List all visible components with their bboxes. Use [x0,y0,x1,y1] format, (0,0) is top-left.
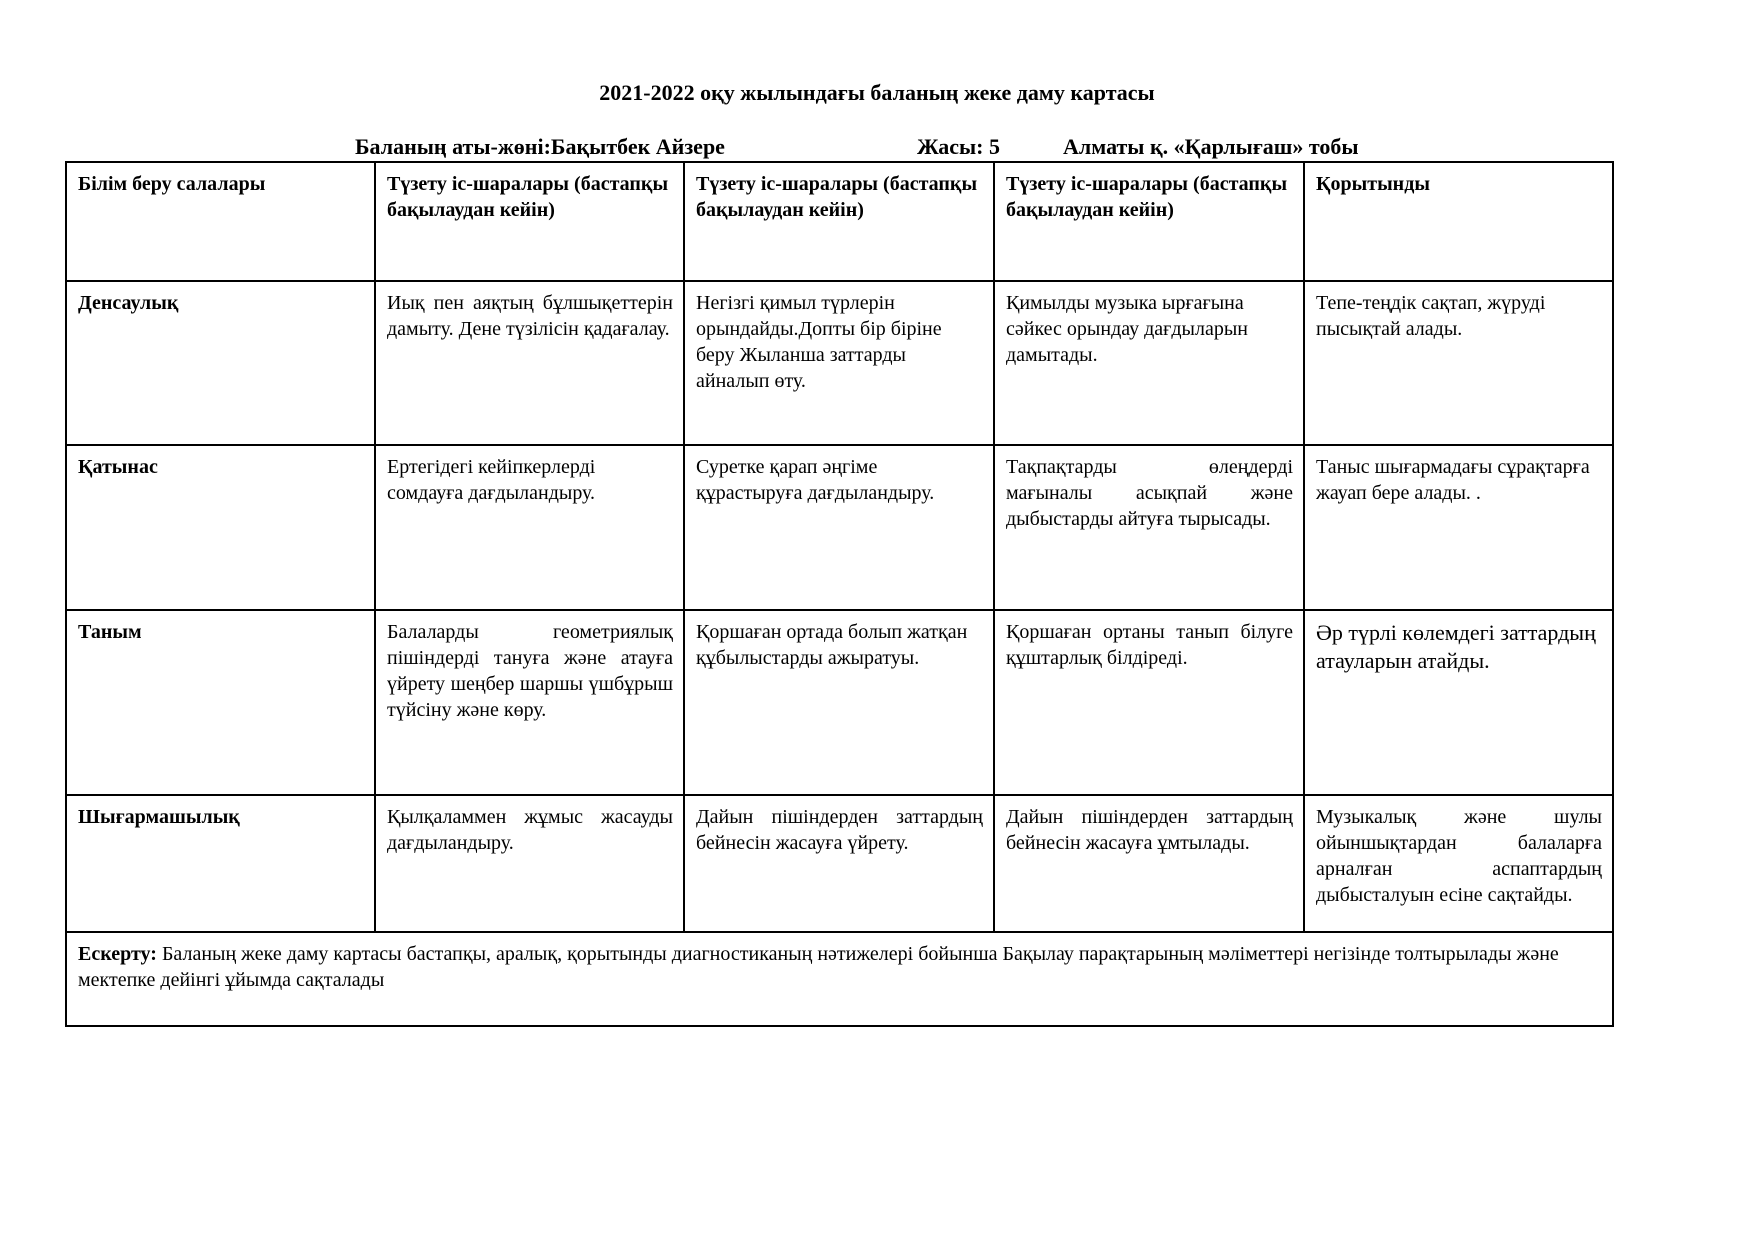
group-name: Алматы қ. «Қарлығаш» тобы [1063,134,1359,159]
header-correction-3: Түзету іс-шаралары (бастапқы бақылаудан кейін) [994,162,1304,281]
header-conclusion: Қорытынды [1304,162,1613,281]
table-cell: Дайын пішіндерден заттардың бейнесін жасауға үйрету. [684,795,994,932]
table-cell: Қылқаламмен жұмыс жасауды дағдыландыру. [375,795,684,932]
table-cell: Суретке қарап әңгіме құрастыруға дағдыландыру. [684,445,994,610]
area-cell: Шығармашылық [66,795,375,932]
note-cell [66,932,1613,1026]
table-cell: Иық пен аяқтың бұлшықеттерін дамыту. Дене түзілісін қадағалау. [375,281,684,445]
table-cell: Тақпақтарды өлеңдерді мағыналы асықпай және дыбыстарды айтуға тырысады. [994,445,1304,610]
table-cell: Қоршаған ортада болып жатқан құбылыстарды ажыратуы. [684,610,994,795]
development-card-table [65,161,1614,1027]
note-text: Баланың жеке даму картасы бастапқы, аралық, қорытынды диагностиканың нәтижелері бойынша Бақылау парақтарының мәліметтері негізінде толтырылады және мектепке дейінгі ұйымда сақталады [78,943,1559,991]
table-row [66,281,1613,445]
table-cell: Негізгі қимыл түрлерін орындайды.Допты бір біріне беру Жыланша заттарды айналып өту. [684,281,994,445]
child-age: Жасы: 5 [917,134,1000,159]
table-row [66,610,1613,795]
note-label: Ескерту: [78,943,157,965]
header-correction-1: Түзету іс-шаралары (бастапқы бақылаудан кейін) [375,162,684,281]
table-row [66,445,1613,610]
child-name: Баланың аты-жөні:Бақытбек Айзере [355,134,725,159]
table-cell: Балаларды геометриялық пішіндерді тануға және атауға үйрету шеңбер шаршы үшбұрыш түйсіну және көру. [375,610,684,795]
header-education-areas: Білім беру салалары [66,162,375,281]
header-correction-2: Түзету іс-шаралары (бастапқы бақылаудан кейін) [684,162,994,281]
note-row [66,932,1613,1026]
table-cell: Музыкалық және шулы ойыншықтардан балаларға арналған аспаптардың дыбысталуын есіне сақтайды. [1304,795,1613,932]
page-title: 2021-2022 оқу жылындағы баланың жеке даму картасы [599,80,1155,105]
table-cell: Қимылды музыка ырғағына сәйкес орындау дағдыларын дамытады. [994,281,1304,445]
table-cell: Әр түрлі көлемдегі заттардың атауларын атайды. [1304,610,1613,795]
table-row [66,795,1613,932]
header-row [66,162,1613,281]
table-cell: Таныс шығармадағы сұрақтарға жауап бере алады. . [1304,445,1613,610]
area-cell: Денсаулық [66,281,375,445]
table-cell: Ертегідегі кейіпкерлерді сомдауға дағдыландыру. [375,445,684,610]
table-cell: Дайын пішіндерден заттардың бейнесін жасауға ұмтылады. [994,795,1304,932]
table-cell: Тепе-теңдік сақтап, жүруді пысықтай алады. [1304,281,1613,445]
area-cell: Таным [66,610,375,795]
table-cell: Қоршаған ортаны танып білуге құштарлық білдіреді. [994,610,1304,795]
area-cell: Қатынас [66,445,375,610]
